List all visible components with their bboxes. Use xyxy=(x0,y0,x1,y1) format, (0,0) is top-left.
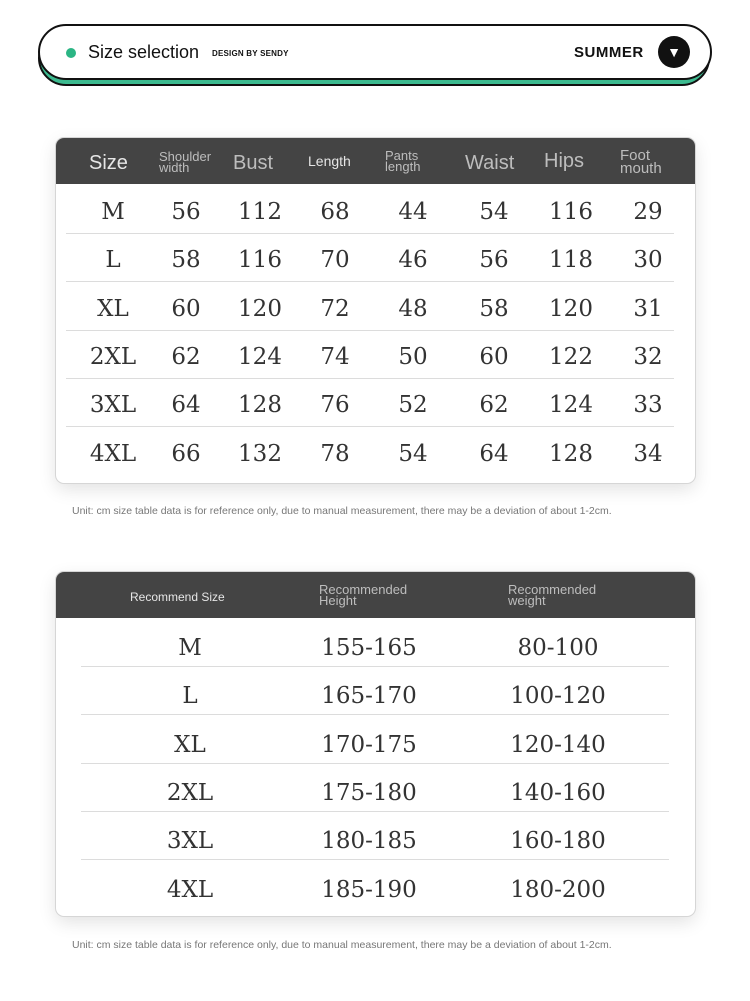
cell-bust: 132 xyxy=(238,440,282,467)
cell-weight: 180-200 xyxy=(510,876,606,903)
cell-weight: 140-160 xyxy=(510,779,606,806)
cell-height: 175-180 xyxy=(321,779,417,806)
row-divider xyxy=(81,763,669,764)
cell-size: 4XL xyxy=(89,440,137,467)
cell-size: XL xyxy=(97,295,129,322)
page-title: Size selection xyxy=(88,42,200,62)
cell-size: 2XL xyxy=(166,779,214,806)
cell-length: 68 xyxy=(320,199,350,225)
cell-shoulder-width: 64 xyxy=(171,392,201,419)
cell-size: 4XL xyxy=(166,876,214,903)
cell-size: L xyxy=(105,247,121,274)
cell-height: 170-175 xyxy=(321,731,417,758)
cell-bust: 116 xyxy=(238,247,282,274)
size-selection-header xyxy=(38,24,712,88)
header-foot-mouth: Foot mouth xyxy=(620,147,662,177)
size-chart-note: Unit: cm size table data is for reference only, due to manual measurement, there may be a deviation of about 1-2cm. xyxy=(72,505,612,517)
cell-hips: 124 xyxy=(549,392,593,419)
cell-waist: 56 xyxy=(479,247,509,274)
table-row xyxy=(66,186,674,234)
cell-shoulder-width: 62 xyxy=(171,343,201,370)
cell-length: 78 xyxy=(320,440,350,467)
header-size: Size xyxy=(89,152,128,174)
cell-bust: 128 xyxy=(238,392,282,419)
recommend-size-table xyxy=(56,572,695,916)
row-divider xyxy=(81,714,669,715)
header-bust: Bust xyxy=(233,152,274,174)
cell-waist: 54 xyxy=(479,199,509,225)
cell-shoulder-width: 60 xyxy=(171,295,201,322)
header-shoulder-width: Shoulder width xyxy=(159,149,212,175)
cell-weight: 100-120 xyxy=(510,683,606,710)
row-divider xyxy=(81,666,669,667)
cell-shoulder-width: 58 xyxy=(171,247,201,274)
header-waist: Waist xyxy=(465,152,515,174)
brand-credit: DESIGN BY SENDY xyxy=(212,49,289,58)
cell-pants-length: 52 xyxy=(398,392,428,419)
cell-length: 72 xyxy=(320,295,350,322)
cell-height: 185-190 xyxy=(321,876,417,903)
table-row xyxy=(66,379,674,427)
cell-hips: 118 xyxy=(549,247,593,274)
size-chart-table xyxy=(56,138,695,483)
table-row xyxy=(66,331,674,379)
recommend-header-row xyxy=(56,572,695,618)
cell-pants-length: 46 xyxy=(398,247,428,274)
cell-waist: 64 xyxy=(479,440,509,467)
cell-size: M xyxy=(101,199,125,225)
cell-foot-mouth: 30 xyxy=(633,247,663,274)
cell-length: 76 xyxy=(320,392,350,419)
header-hips: Hips xyxy=(544,150,585,172)
triangle-down-icon: ▼ xyxy=(658,36,690,68)
row-divider xyxy=(81,811,669,812)
cell-pants-length: 50 xyxy=(398,343,428,370)
cell-size: L xyxy=(182,683,198,710)
cell-shoulder-width: 56 xyxy=(171,199,201,225)
table-row xyxy=(81,815,669,863)
table-row xyxy=(81,767,669,815)
cell-size: 3XL xyxy=(89,392,137,419)
cell-foot-mouth: 31 xyxy=(633,295,663,322)
cell-length: 70 xyxy=(320,247,350,274)
cell-weight: 120-140 xyxy=(510,731,606,758)
cell-height: 180-185 xyxy=(321,828,417,855)
recommend-note: Unit: cm size table data is for reference only, due to manual measurement, there may be a deviation of about 1-2cm. xyxy=(72,939,612,951)
table-row xyxy=(81,864,669,912)
cell-size: M xyxy=(178,635,202,661)
header-recommend-size: Recommend Size xyxy=(130,590,225,604)
header-recommended-height: Recommended Height xyxy=(319,582,408,608)
header-length: Length xyxy=(308,153,351,169)
cell-pants-length: 54 xyxy=(398,440,428,467)
cell-bust: 124 xyxy=(238,343,282,370)
cell-bust: 120 xyxy=(238,295,282,322)
cell-waist: 58 xyxy=(479,295,509,322)
cell-foot-mouth: 32 xyxy=(633,343,663,370)
row-divider xyxy=(81,859,669,860)
table-row xyxy=(81,670,669,718)
cell-length: 74 xyxy=(320,343,350,370)
size-chart-header-row xyxy=(56,138,695,184)
cell-bust: 112 xyxy=(238,199,282,225)
cell-height: 165-170 xyxy=(321,683,417,710)
table-row xyxy=(66,234,674,282)
cell-foot-mouth: 33 xyxy=(633,392,663,419)
cell-size: 3XL xyxy=(166,828,214,855)
cell-waist: 60 xyxy=(479,343,509,370)
table-row xyxy=(81,622,669,670)
green-dot-icon xyxy=(66,48,76,58)
cell-foot-mouth: 29 xyxy=(633,199,663,225)
cell-shoulder-width: 66 xyxy=(171,440,201,467)
cell-hips: 120 xyxy=(549,295,593,322)
cell-weight: 160-180 xyxy=(510,828,606,855)
table-row xyxy=(81,719,669,767)
cell-pants-length: 48 xyxy=(398,295,428,322)
cell-foot-mouth: 34 xyxy=(633,440,663,467)
table-row xyxy=(66,428,674,476)
cell-waist: 62 xyxy=(479,392,509,419)
season-label: SUMMER xyxy=(574,44,644,61)
header-pill xyxy=(38,24,712,80)
cell-hips: 122 xyxy=(549,343,593,370)
cell-size: 2XL xyxy=(89,343,137,370)
cell-size: XL xyxy=(174,731,206,758)
cell-hips: 128 xyxy=(549,440,593,467)
header-pants-length: Pants length xyxy=(385,148,421,174)
header-recommended-weight: Recommended weight xyxy=(508,582,597,608)
cell-weight: 80-100 xyxy=(517,635,599,661)
cell-hips: 116 xyxy=(549,199,593,225)
cell-pants-length: 44 xyxy=(398,199,428,225)
cell-height: 155-165 xyxy=(321,635,417,661)
table-row xyxy=(66,283,674,331)
